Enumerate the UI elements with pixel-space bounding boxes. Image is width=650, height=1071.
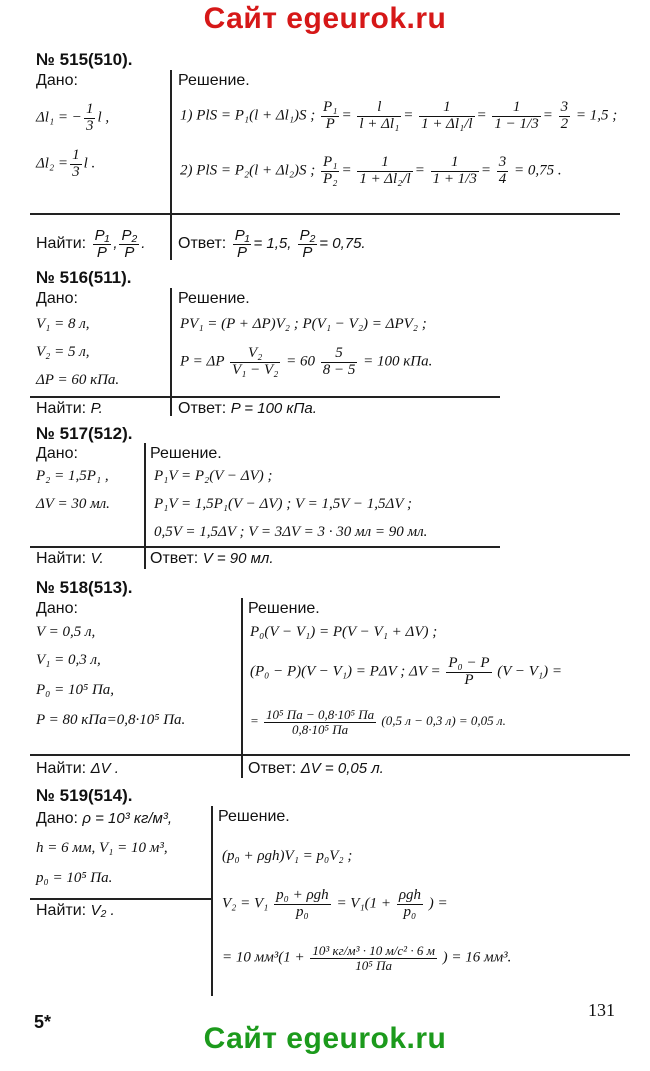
given-label-518: Дано:	[36, 600, 78, 617]
divider-515-vertical	[170, 70, 172, 260]
divider-518-find	[30, 754, 630, 756]
solution-517-line2: P₁V = 1,5P₁(V − ΔV) ; V = 1,5V − 1,5ΔV ;	[154, 496, 412, 512]
divider-519-find	[30, 898, 212, 900]
given-519-p0: p₀ = 10⁵ Па.	[36, 870, 113, 886]
given-518-v: V = 0,5 л,	[36, 624, 96, 640]
page-marker: 5*	[34, 1012, 52, 1032]
find-518: Найти: ΔV .	[36, 760, 119, 777]
answer-516: Ответ: P = 100 кПа.	[178, 400, 317, 417]
given-516-dp: ΔP = 60 кПа.	[36, 372, 120, 388]
solution-519-line3: = 10 мм³(1 + $\frac{\text{10³ кг/м³ · 10 м/с² · 6 м}}{\text{10⁵ Па}}$ ) = 16 мм³.	[222, 943, 512, 973]
given-label-517: Дано:	[36, 445, 78, 462]
problem-519-number: № 519(514).	[36, 786, 133, 805]
problem-516-number: № 516(511).	[36, 268, 132, 287]
given-517-dv: ΔV = 30 мл.	[36, 496, 110, 512]
divider-517-vertical	[144, 443, 146, 569]
solution-516-line2: P = ΔP $\frac{\text{V₂}}{\text{V₁ − V₂}}$ = 60 $\frac{5}{8 - 5}$ = 100 кПа.	[180, 345, 433, 378]
divider-518-vertical	[241, 598, 243, 778]
find-516: Найти: P.	[36, 400, 103, 417]
find-517: Найти: V.	[36, 550, 104, 567]
solution-518-line1: P₀(V − V₁) = P(V − V₁ + ΔV) ;	[250, 624, 438, 640]
divider-519-vertical	[211, 806, 213, 996]
solution-516-line1: PV₁ = (P + ΔP)V₂ ; P(V₁ − V₂) = ΔPV₂ ;	[180, 316, 427, 332]
find-519: Найти: V₂ .	[36, 902, 115, 919]
divider-515-find	[30, 213, 620, 215]
solution-518-line3: = $\frac{\text{10⁵ Па − 0,8·10⁵ Па}}{\text{0,8·10⁵ Па}}$ (0,5 л − 0,3 л) = 0,05 л.	[250, 707, 506, 737]
given-label-516: Дано:	[36, 290, 78, 307]
find-515: Найти: $\frac{\text{P₁}}{P}$ , $\frac{\text{P₂}}{P}$ .	[36, 227, 146, 261]
problem-518-number: № 518(513).	[36, 578, 133, 597]
solution-517-line1: P₁V = P₂(V − ΔV) ;	[154, 468, 273, 484]
solution-518-line2: (P₀ − P)(V − V₁) = PΔV ; ΔV = $\frac{\text{P₀ − P}}{P}$ (V − V₁) =	[250, 655, 563, 688]
answer-515: Ответ: $\frac{\text{P₁}}{P}$ = 1,5, $\frac{\text{P₂}}{P}$ = 0,75.	[178, 227, 366, 261]
answer-517: Ответ: V = 90 мл.	[150, 550, 274, 567]
given-519-rho: Дано: ρ = 10³ кг/м³,	[36, 810, 173, 827]
solution-517-line3: 0,5V = 1,5ΔV ; V = 3ΔV = 3 · 30 мл = 90 мл.	[154, 524, 428, 540]
page-number: 131	[588, 1000, 615, 1020]
given-515-dl2: Δl₂ = $\frac{1}{3}$ l .	[36, 147, 96, 180]
answer-518: Ответ: ΔV = 0,05 л.	[248, 760, 384, 777]
problem-515-number: № 515(510).	[36, 50, 133, 69]
given-518-p0: P₀ = 10⁵ Па,	[36, 682, 115, 698]
given-516-v2: V₂ = 5 л,	[36, 344, 90, 360]
solution-519-line2: V₂ = V₁ $\frac{\text{p₀ + ρgh}}{\text{p₀}}$ = V₁(1 + $\frac{\text{ρgh}}{\text{p₀}}$ ) =	[222, 887, 448, 920]
solution-515-line2: 2) PlS = P₂(l + Δl₂)S ; $\frac{\text{P₁}}{\text{P₂}}$ = $\frac{1}{\text{1 + Δl₂/l}}$ = $\frac{1}{1 + 1/3}$ = $\frac{3}{4}$ = 0,75 .	[180, 154, 562, 187]
site-watermark-top: Сайт egeurok.ru	[203, 2, 447, 35]
given-518-p: P = 80 кПа=0,8·10⁵ Па.	[36, 712, 186, 728]
solution-519-line1: (p₀ + ρgh)V₁ = p₀V₂ ;	[222, 848, 353, 864]
given-519-h: h = 6 мм, V₁ = 10 м³,	[36, 840, 168, 856]
solution-label-516: Решение.	[178, 290, 250, 307]
given-516-v1: V₁ = 8 л,	[36, 316, 90, 332]
given-label-515: Дано:	[36, 72, 78, 89]
solution-label-518: Решение.	[248, 600, 320, 617]
given-518-v1: V₁ = 0,3 л,	[36, 652, 101, 668]
solution-label-515: Решение.	[178, 72, 250, 89]
divider-517-find	[30, 546, 500, 548]
divider-516-find	[30, 396, 500, 398]
solution-label-517: Решение.	[150, 445, 222, 462]
solution-515-line1: 1) PlS = P₁(l + Δl₁)S ; $\frac{\text{P₁}}{P}$ = $\frac{l}{\text{l + Δl₁}}$ = $\frac{1}{\text{1 + Δl₁/l}}$ = $\frac{1}{1 - 1/3}$ = $\frac{3}{2}$ = 1,5 ;	[180, 99, 618, 132]
solution-label-519: Решение.	[218, 808, 290, 825]
site-watermark-bottom: Сайт egeurok.ru	[203, 1022, 447, 1055]
problem-517-number: № 517(512).	[36, 424, 133, 443]
given-515-dl1: Δl₁ = − $\frac{1}{3}$ l ,	[36, 101, 110, 134]
given-517-p2: P₂ = 1,5P₁ ,	[36, 468, 109, 484]
